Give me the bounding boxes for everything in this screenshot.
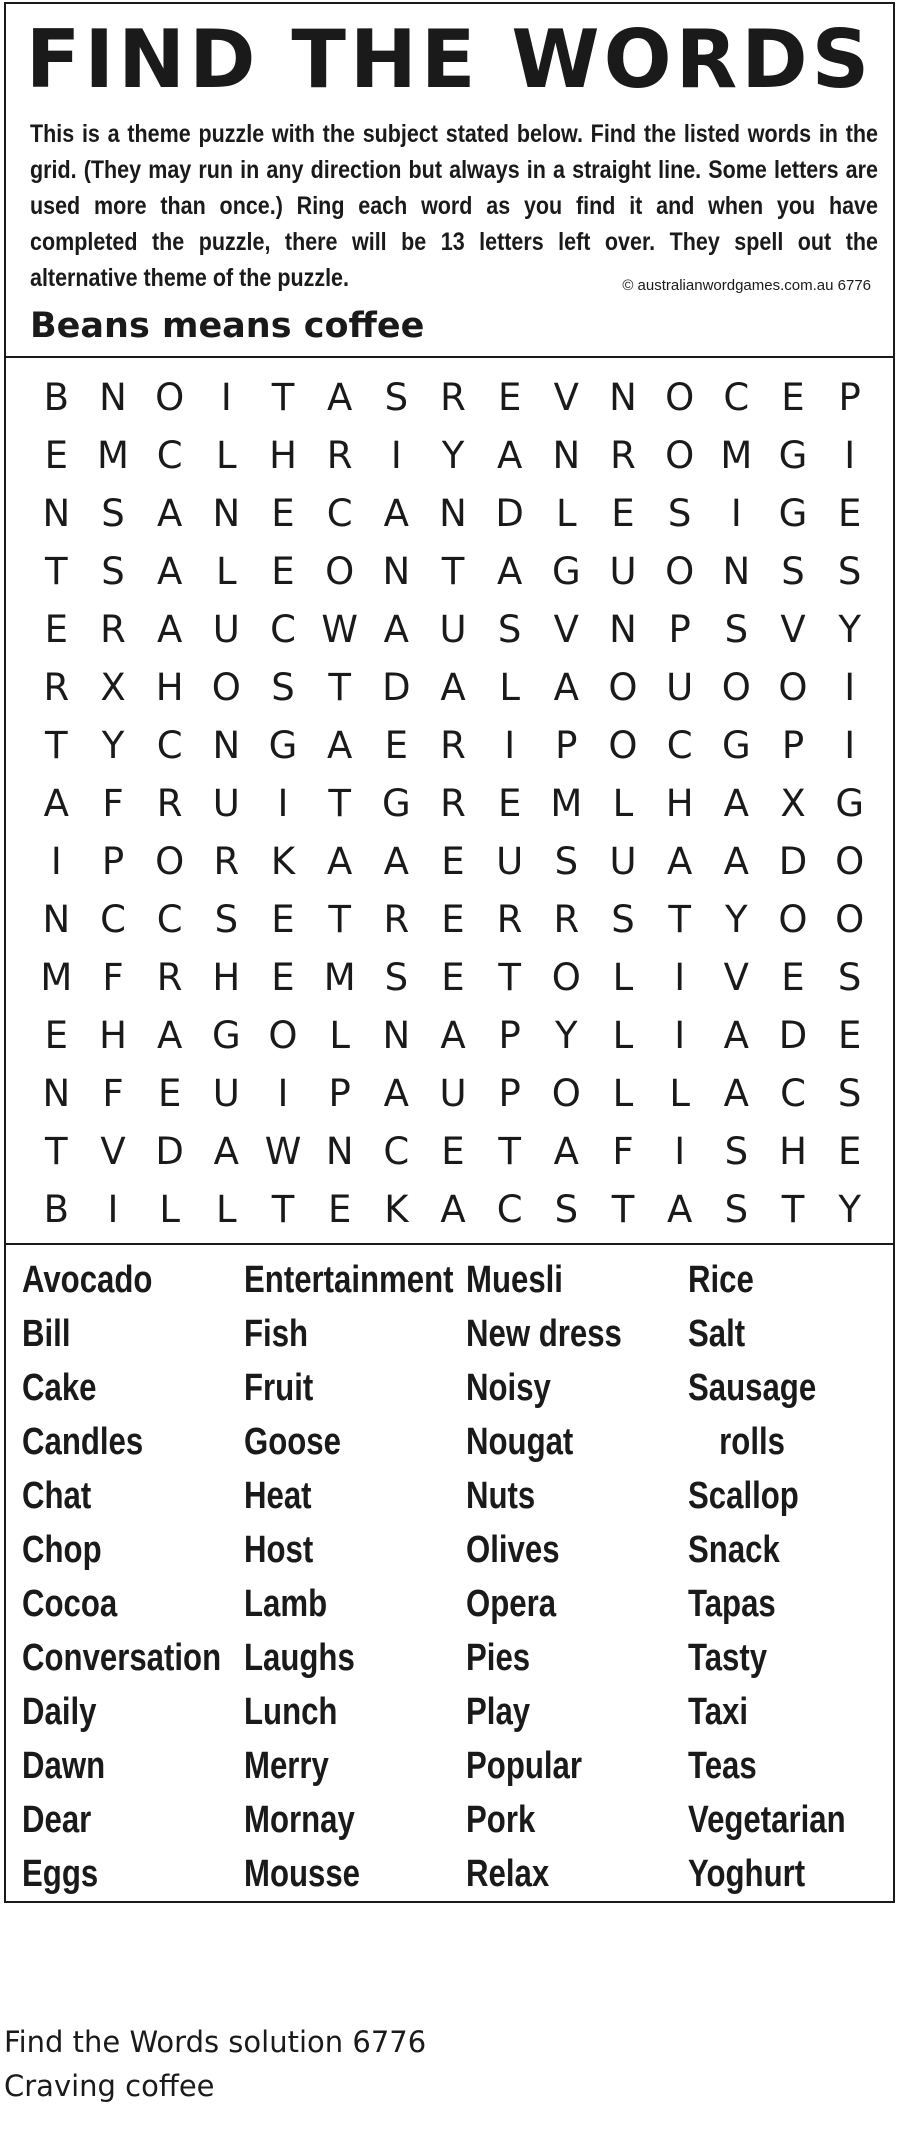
grid-cell[interactable]: N xyxy=(439,491,467,535)
grid-cell[interactable]: C xyxy=(666,723,693,767)
grid-cell[interactable]: C xyxy=(100,897,126,941)
grid-cell[interactable]: L xyxy=(556,491,577,535)
grid-cell[interactable]: G xyxy=(778,491,808,535)
word-list-item: Scallop xyxy=(688,1475,799,1517)
grid-cell[interactable]: E xyxy=(44,433,69,477)
solution-answer: Craving coffee xyxy=(4,2069,215,2103)
grid-cell[interactable]: Y xyxy=(725,897,748,941)
word-list-item: Lamb xyxy=(244,1583,328,1625)
word-column-3 xyxy=(466,1253,656,1901)
grid-cell[interactable]: A xyxy=(383,607,409,651)
grid-cell[interactable]: A xyxy=(553,1129,579,1173)
grid-cell[interactable]: O xyxy=(608,723,638,767)
grid-cell[interactable]: A xyxy=(327,375,353,419)
grid-cell[interactable]: A xyxy=(383,1071,409,1115)
grid-cell[interactable]: E xyxy=(441,897,465,941)
grid-cell[interactable]: W xyxy=(264,1129,302,1173)
word-list-item: Snack xyxy=(688,1529,780,1571)
puzzle-theme: Beans means coffee xyxy=(30,306,425,346)
grid-cell[interactable]: N xyxy=(552,433,581,477)
word-list-item: Tapas xyxy=(688,1583,776,1625)
grid-cell[interactable]: A xyxy=(440,1187,466,1231)
grid-cell[interactable]: N xyxy=(722,549,751,593)
grid-cell[interactable]: E xyxy=(271,549,295,593)
grid-cell[interactable]: C xyxy=(156,433,183,477)
grid-cell[interactable]: P xyxy=(668,607,691,651)
grid-cell[interactable]: M xyxy=(40,955,73,999)
word-list-item: Dawn xyxy=(22,1745,106,1787)
grid-cell[interactable]: T xyxy=(498,1129,521,1173)
grid-cell[interactable]: N xyxy=(325,1129,354,1173)
grid-cell[interactable]: L xyxy=(159,1187,180,1231)
grid-cell[interactable]: S xyxy=(724,1129,749,1173)
word-list-item: Dear xyxy=(22,1799,92,1841)
grid-cell[interactable]: G xyxy=(721,723,751,767)
word-list-item: Mousse xyxy=(244,1853,361,1895)
grid-cell[interactable]: S xyxy=(384,955,409,999)
word-list-item: Yoghurt xyxy=(688,1853,806,1895)
word-list-item: Lunch xyxy=(244,1691,338,1733)
word-list-item: Conversation xyxy=(22,1637,222,1679)
puzzle-frame xyxy=(4,2,895,1903)
grid-cell[interactable]: Y xyxy=(441,433,465,477)
grid-cell[interactable]: Y xyxy=(838,1187,861,1231)
grid-cell[interactable]: Y xyxy=(838,607,861,651)
word-list-item: Taxi xyxy=(688,1691,749,1733)
grid-cell[interactable]: E xyxy=(327,1187,352,1231)
word-list-item: Muesli xyxy=(466,1259,563,1301)
word-list-item: Vegetarian xyxy=(688,1799,846,1841)
word-list-item: Chat xyxy=(22,1475,92,1517)
word-list-item: Host xyxy=(244,1529,314,1571)
grid-cell[interactable]: T xyxy=(45,549,68,593)
grid-cell[interactable]: T xyxy=(611,1187,635,1231)
grid-cell[interactable]: V xyxy=(553,375,579,419)
grid-cell[interactable]: U xyxy=(666,665,694,709)
grid-cell[interactable]: I xyxy=(107,1187,119,1231)
grid-cell[interactable]: A xyxy=(157,607,183,651)
grid-cell[interactable]: T xyxy=(781,1187,805,1231)
word-list-item: Teas xyxy=(688,1745,757,1787)
word-list-item: Tasty xyxy=(688,1637,768,1679)
grid-cell[interactable]: L xyxy=(216,1187,237,1231)
grid-cell[interactable]: V xyxy=(100,1129,126,1173)
grid-cell[interactable]: H xyxy=(212,955,241,999)
grid-cell[interactable]: A xyxy=(440,1013,466,1057)
grid-cell[interactable]: E xyxy=(837,1129,862,1173)
grid-cell[interactable]: T xyxy=(271,375,295,419)
grid-cell[interactable]: S xyxy=(271,665,295,709)
grid-cell[interactable]: A xyxy=(327,839,353,883)
grid-cell[interactable]: E xyxy=(497,781,522,825)
grid-cell[interactable]: G xyxy=(551,549,581,593)
grid-cell[interactable]: E xyxy=(44,607,69,651)
grid-cell[interactable]: S xyxy=(837,549,862,593)
grid-cell[interactable]: R xyxy=(496,897,523,941)
grid-cell[interactable]: U xyxy=(609,549,637,593)
grid-cell[interactable]: I xyxy=(277,1071,289,1115)
grid-cell[interactable]: H xyxy=(665,781,694,825)
grid-cell[interactable]: B xyxy=(43,1187,70,1231)
grid-cell[interactable]: S xyxy=(101,491,125,535)
grid-cell[interactable]: E xyxy=(837,1013,862,1057)
grid-cell[interactable]: D xyxy=(495,491,524,535)
grid-cell[interactable]: O xyxy=(155,839,185,883)
grid-cell[interactable]: S xyxy=(837,955,862,999)
grid-cell[interactable]: R xyxy=(440,375,466,419)
grid-cell[interactable]: P xyxy=(498,1071,521,1115)
grid-cell[interactable]: F xyxy=(102,781,124,825)
grid-cell[interactable]: P xyxy=(555,723,578,767)
grid-cell[interactable]: A xyxy=(327,723,353,767)
grid-cell[interactable]: X xyxy=(100,665,126,709)
grid-cell[interactable]: K xyxy=(270,839,296,883)
grid-cell[interactable]: H xyxy=(99,1013,127,1057)
grid-cell[interactable]: A xyxy=(553,665,579,709)
grid-cell[interactable]: I xyxy=(504,723,516,767)
grid-cell[interactable]: M xyxy=(323,955,356,999)
word-list-item: Daily xyxy=(22,1691,97,1733)
grid-cell[interactable]: E xyxy=(497,375,522,419)
grid-cell[interactable]: E xyxy=(781,375,805,419)
grid-cell[interactable]: A xyxy=(723,1071,749,1115)
word-column-4 xyxy=(688,1253,880,1901)
grid-cell[interactable]: B xyxy=(43,375,70,419)
grid-cell[interactable]: O xyxy=(778,897,808,941)
grid-cell[interactable]: U xyxy=(212,781,240,825)
grid-cell[interactable]: A xyxy=(43,781,69,825)
word-list-item: Fish xyxy=(244,1313,309,1355)
puzzle-header xyxy=(6,4,893,358)
grid-cell[interactable]: T xyxy=(328,665,351,709)
grid-cell[interactable]: M xyxy=(720,433,753,477)
grid-cell[interactable]: G xyxy=(835,781,864,825)
grid-cell[interactable]: S xyxy=(837,1071,862,1115)
grid-cell[interactable]: L xyxy=(669,1071,690,1115)
grid-cell[interactable]: E xyxy=(44,1013,69,1057)
grid-cell[interactable]: R xyxy=(213,839,240,883)
word-list-item: Fruit xyxy=(244,1367,314,1409)
grid-cell[interactable]: A xyxy=(157,1013,183,1057)
word-list xyxy=(6,1245,893,1901)
grid-cell[interactable]: P xyxy=(328,1071,351,1115)
grid-cell[interactable]: D xyxy=(778,839,808,883)
grid-cell[interactable]: P xyxy=(838,375,861,419)
grid-cell[interactable]: T xyxy=(328,781,351,825)
grid-cell[interactable]: G xyxy=(381,781,411,825)
word-list-item: Bill xyxy=(22,1313,71,1355)
word-list-item: Relax xyxy=(466,1853,550,1895)
grid-cell[interactable]: E xyxy=(157,1071,182,1115)
grid-cell[interactable]: O xyxy=(551,955,581,999)
grid-cell[interactable]: C xyxy=(496,1187,523,1231)
grid-cell[interactable]: C xyxy=(326,491,353,535)
grid-cell[interactable]: O xyxy=(665,375,695,419)
grid-cell[interactable]: I xyxy=(674,955,686,999)
grid-cell[interactable]: I xyxy=(674,1013,686,1057)
solution-title: Find the Words solution 6776 xyxy=(4,2025,427,2059)
grid-cell[interactable]: Y xyxy=(101,723,125,767)
grid-cell[interactable]: F xyxy=(612,1129,634,1173)
grid-cell[interactable]: S xyxy=(214,897,239,941)
word-column-2 xyxy=(244,1253,499,1901)
word-list-item: Candles xyxy=(22,1421,144,1463)
grid-cell[interactable]: E xyxy=(384,723,409,767)
grid-cell[interactable]: V xyxy=(553,607,579,651)
grid-cell[interactable]: H xyxy=(779,1129,807,1173)
puzzle-title: FIND THE WORDS xyxy=(25,13,874,106)
grid-cell[interactable]: N xyxy=(609,375,637,419)
grid-cell[interactable]: A xyxy=(383,491,409,535)
grid-cell[interactable]: S xyxy=(554,839,579,883)
solution-note xyxy=(4,2020,426,2108)
grid-cell[interactable]: A xyxy=(497,433,523,477)
grid-cell[interactable]: E xyxy=(271,955,295,999)
grid-cell[interactable]: T xyxy=(45,1129,68,1173)
grid-cell[interactable]: M xyxy=(550,781,583,825)
grid-cell[interactable]: R xyxy=(156,955,183,999)
grid-cell[interactable]: A xyxy=(497,549,523,593)
grid-cell[interactable]: F xyxy=(102,955,124,999)
grid-cell[interactable]: U xyxy=(496,839,524,883)
grid-cell[interactable]: H xyxy=(269,433,297,477)
grid-cell[interactable]: R xyxy=(326,433,353,477)
grid-cell[interactable]: O xyxy=(551,1071,581,1115)
grid-cell[interactable]: I xyxy=(390,433,402,477)
word-list-item: rolls xyxy=(719,1421,785,1463)
grid-cell[interactable]: O xyxy=(155,375,185,419)
grid-cell[interactable]: F xyxy=(102,1071,124,1115)
grid-cell[interactable]: T xyxy=(271,1187,295,1231)
grid-cell[interactable]: D xyxy=(778,1013,808,1057)
grid-cell[interactable]: N xyxy=(42,897,71,941)
grid-cell[interactable]: O xyxy=(211,665,241,709)
word-list-item: Play xyxy=(466,1691,531,1733)
grid-cell[interactable]: I xyxy=(844,433,856,477)
grid-cell[interactable]: U xyxy=(212,1071,240,1115)
grid-cell[interactable]: T xyxy=(441,549,465,593)
grid-cell[interactable]: R xyxy=(156,781,183,825)
grid-cell[interactable]: T xyxy=(45,723,68,767)
grid-cell[interactable]: U xyxy=(609,839,637,883)
grid-cell[interactable]: L xyxy=(216,549,237,593)
grid-cell[interactable]: L xyxy=(216,433,237,477)
grid-cell[interactable]: R xyxy=(440,781,466,825)
grid-cell[interactable]: E xyxy=(781,955,805,999)
word-column-1 xyxy=(22,1253,265,1901)
word-list-item: Opera xyxy=(466,1583,557,1625)
word-list-item: Nougat xyxy=(466,1421,574,1463)
word-list-item: Laughs xyxy=(244,1637,355,1679)
grid-cell[interactable]: G xyxy=(211,1013,241,1057)
grid-cell[interactable]: U xyxy=(439,607,467,651)
grid-cell[interactable]: C xyxy=(723,375,750,419)
grid-cell[interactable]: A xyxy=(383,839,409,883)
letter-grid xyxy=(28,368,878,1238)
grid-cell[interactable]: R xyxy=(440,723,466,767)
grid-cell[interactable]: L xyxy=(612,781,634,825)
grid-cell[interactable]: C xyxy=(383,1129,410,1173)
grid-cell[interactable]: S xyxy=(101,549,125,593)
grid-cell[interactable]: R xyxy=(553,897,580,941)
word-list-item: Cocoa xyxy=(22,1583,118,1625)
grid-cell[interactable]: U xyxy=(212,607,240,651)
grid-cell[interactable]: O xyxy=(325,549,355,593)
grid-cell[interactable]: R xyxy=(100,607,126,651)
grid-cell[interactable]: I xyxy=(844,723,856,767)
word-list-item: Heat xyxy=(244,1475,312,1517)
grid-cell[interactable]: I xyxy=(50,839,62,883)
grid-cell[interactable]: I xyxy=(674,1129,686,1173)
grid-cell[interactable]: P xyxy=(498,1013,521,1057)
grid-cell[interactable]: O xyxy=(665,549,695,593)
grid-cell[interactable]: E xyxy=(441,1129,465,1173)
grid-cell[interactable]: I xyxy=(277,781,289,825)
word-list-item: Mornay xyxy=(244,1799,355,1841)
grid-cell[interactable]: V xyxy=(723,955,749,999)
word-list-item: Avocado xyxy=(22,1259,153,1301)
grid-cell[interactable]: O xyxy=(608,665,638,709)
grid-cell[interactable]: R xyxy=(610,433,636,477)
grid-cell[interactable]: N xyxy=(212,723,241,767)
grid-cell[interactable]: U xyxy=(439,1071,467,1115)
grid-cell[interactable]: O xyxy=(835,897,865,941)
grid-cell[interactable]: S xyxy=(724,607,749,651)
grid-cell[interactable]: S xyxy=(667,491,692,535)
puzzle-credit: © australianwordgames.com.au 6776 xyxy=(622,277,871,294)
grid-cell[interactable]: N xyxy=(42,1071,71,1115)
grid-cell[interactable]: K xyxy=(384,1187,409,1231)
grid-cell[interactable]: O xyxy=(835,839,865,883)
grid-cell[interactable]: T xyxy=(328,897,351,941)
grid-cell[interactable]: M xyxy=(97,433,129,477)
grid-cell[interactable]: E xyxy=(441,955,465,999)
word-list-item: Salt xyxy=(688,1313,746,1355)
word-list-item: Pork xyxy=(466,1799,536,1841)
grid-cell[interactable]: A xyxy=(723,1013,749,1057)
grid-cell[interactable]: N xyxy=(212,491,241,535)
word-list-item: Popular xyxy=(466,1745,583,1787)
grid-cell[interactable]: I xyxy=(220,375,232,419)
grid-cell[interactable]: A xyxy=(157,491,183,535)
grid-cell[interactable]: S xyxy=(611,897,635,941)
word-list-item: Rice xyxy=(688,1259,754,1301)
word-list-item: Eggs xyxy=(22,1853,99,1895)
grid-cell[interactable]: L xyxy=(612,955,634,999)
letter-grid-section xyxy=(6,358,893,1245)
grid-cell[interactable]: C xyxy=(270,607,296,651)
grid-cell[interactable]: L xyxy=(612,1071,634,1115)
grid-cell[interactable]: N xyxy=(42,491,71,535)
word-list-item: Noisy xyxy=(466,1367,551,1409)
grid-cell[interactable]: T xyxy=(498,955,521,999)
grid-cell[interactable]: D xyxy=(382,665,411,709)
grid-cell[interactable]: H xyxy=(155,665,184,709)
grid-cell[interactable]: E xyxy=(441,839,465,883)
word-list-item: Chop xyxy=(22,1529,102,1571)
grid-cell[interactable]: N xyxy=(382,549,411,593)
grid-cell[interactable]: O xyxy=(268,1013,298,1057)
grid-cell[interactable]: S xyxy=(724,1187,749,1231)
grid-cell[interactable]: G xyxy=(268,723,298,767)
grid-cell[interactable]: R xyxy=(383,897,410,941)
grid-cell[interactable]: S xyxy=(497,607,522,651)
grid-cell[interactable]: T xyxy=(668,897,691,941)
word-list-item: Goose xyxy=(244,1421,341,1463)
grid-cell[interactable]: A xyxy=(157,549,183,593)
grid-cell[interactable]: P xyxy=(101,839,125,883)
word-list-item: Entertainment xyxy=(244,1259,454,1301)
grid-cell[interactable]: A xyxy=(667,839,693,883)
grid-cell[interactable]: O xyxy=(778,665,808,709)
word-list-item: Sausage xyxy=(688,1367,817,1409)
grid-cell[interactable]: L xyxy=(499,665,520,709)
grid-cell[interactable]: E xyxy=(271,897,295,941)
grid-cell[interactable]: N xyxy=(99,375,127,419)
grid-cell[interactable]: C xyxy=(156,723,183,767)
grid-cell[interactable]: O xyxy=(665,433,695,477)
grid-cell[interactable]: I xyxy=(844,665,856,709)
grid-cell[interactable]: D xyxy=(155,1129,184,1173)
grid-cell[interactable]: A xyxy=(440,665,466,709)
grid-cell[interactable]: I xyxy=(730,491,742,535)
grid-cell[interactable]: S xyxy=(781,549,805,593)
grid-cell[interactable]: S xyxy=(554,1187,579,1231)
grid-cell[interactable]: E xyxy=(837,491,862,535)
grid-cell[interactable]: X xyxy=(780,781,806,825)
grid-cell[interactable]: L xyxy=(329,1013,350,1057)
word-list-item: Nuts xyxy=(466,1475,536,1517)
grid-cell[interactable]: V xyxy=(780,607,806,651)
word-list-item: Cake xyxy=(22,1367,97,1409)
grid-cell[interactable]: Y xyxy=(555,1013,578,1057)
word-list-item: New dress xyxy=(466,1313,622,1355)
grid-cell[interactable]: L xyxy=(612,1013,634,1057)
grid-cell[interactable]: E xyxy=(271,491,295,535)
word-list-item: Merry xyxy=(244,1745,329,1787)
grid-cell[interactable]: C xyxy=(156,897,183,941)
word-list-item: Olives xyxy=(466,1529,560,1571)
grid-cell[interactable]: G xyxy=(778,433,808,477)
puzzle-instructions: This is a theme puzzle with the subject stated below. Find the listed words in the grid. (They may run in any direction but always in a straight line. Some letters are used more than once.) Ring each word as you find it and when you have completed the puzzle, there will be 13 letters left over. They spell out the alternative theme of the puzzle. xyxy=(30,120,878,292)
grid-cell[interactable]: P xyxy=(781,723,805,767)
grid-cell[interactable]: R xyxy=(43,665,70,709)
grid-cell[interactable]: N xyxy=(382,1013,411,1057)
grid-cell[interactable]: A xyxy=(723,839,749,883)
grid-cell[interactable]: W xyxy=(321,607,358,651)
grid-cell[interactable]: S xyxy=(384,375,409,419)
grid-cell[interactable]: A xyxy=(667,1187,693,1231)
grid-cell[interactable]: O xyxy=(721,665,751,709)
grid-cell[interactable]: C xyxy=(780,1071,806,1115)
grid-cell[interactable]: A xyxy=(213,1129,239,1173)
grid-cell[interactable]: A xyxy=(723,781,749,825)
grid-cell[interactable]: E xyxy=(611,491,635,535)
word-list-item: Pies xyxy=(466,1637,531,1679)
grid-cell[interactable]: N xyxy=(609,607,637,651)
